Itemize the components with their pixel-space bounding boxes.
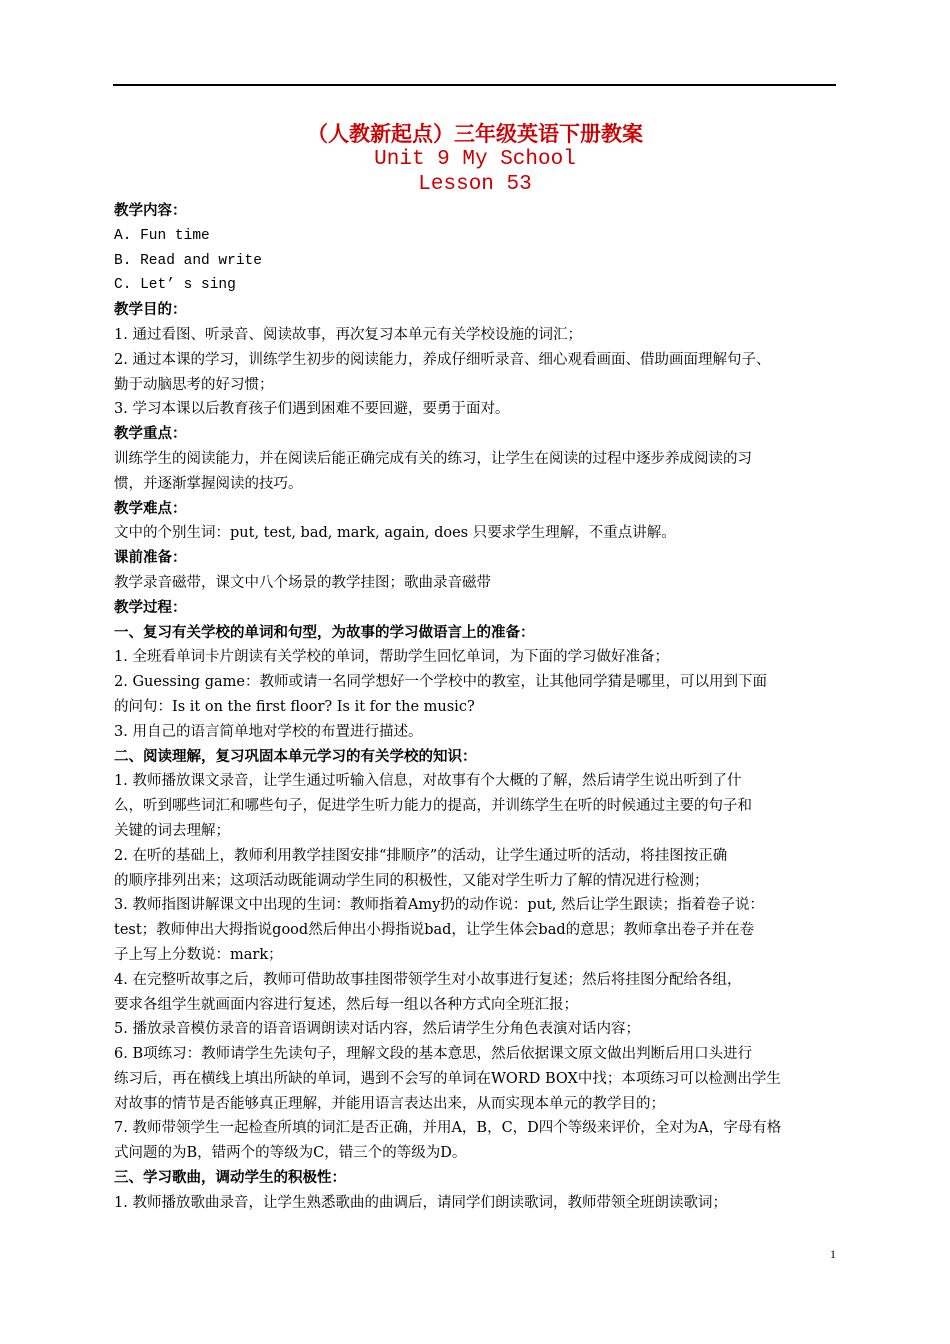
body-line: 教学录音磁带，课文中八个场景的教学挂图；歌曲录音磁带 bbox=[114, 574, 491, 591]
body-line: 对故事的情节是否能够真正理解，并能用语言表达出来，从而实现本单元的教学目的； bbox=[114, 1095, 665, 1112]
section-heading: 教学过程： bbox=[114, 599, 187, 616]
body-line: C. Let’ s sing bbox=[114, 277, 236, 294]
section-heading: 二、阅读理解，复习巩固本单元学习的有关学校的知识： bbox=[114, 748, 477, 765]
title-line-2: Unit 9 My School bbox=[374, 148, 576, 171]
body-line: 5. 播放录音模仿录音的语音语调朗读对话内容，然后请学生分角色表演对话内容； bbox=[114, 1021, 640, 1038]
header-rule bbox=[113, 84, 836, 86]
body-line: 7. 教师带领学生一起检查所填的词汇是否正确，并用A，B，C，D四个等级来评价，全对为A，字母有格 bbox=[114, 1120, 782, 1137]
body-line: test；教师伸出大拇指说good然后伸出小拇指说bad，让学生体会bad的意思；教师拿出卷子并在卷 bbox=[114, 922, 755, 939]
section-heading: 教学难点： bbox=[114, 500, 187, 517]
body-line: 么，听到哪些词汇和哪些句子，促进学生听力能力的提高，并训练学生在听的时候通过主要的句子和 bbox=[114, 798, 752, 815]
body-line: 6. B项练习：教师请学生先读句子，理解文段的基本意思，然后依据课文原文做出判断后用口头进行 bbox=[114, 1046, 753, 1063]
document-body bbox=[114, 199, 842, 1216]
document-title bbox=[0, 122, 950, 197]
body-line: 2. Guessing game：教师或请一名同学想好一个学校中的教室，让其他同学猜是哪里，可以用到下面 bbox=[114, 674, 767, 691]
body-line: 惯，并逐渐掌握阅读的技巧。 bbox=[114, 475, 303, 492]
body-line: 训练学生的阅读能力，并在阅读后能正确完成有关的练习，让学生在阅读的过程中逐步养成阅读的习 bbox=[114, 450, 752, 467]
body-line: 的顺序排列出来；这项活动既能调动学生同的积极性，又能对学生听力了解的情况进行检测； bbox=[114, 872, 709, 889]
body-line: 1. 通过看图、听录音、阅读故事，再次复习本单元有关学校设施的词汇； bbox=[114, 326, 582, 343]
section-heading: 一、复习有关学校的单词和句型，为故事的学习做语言上的准备： bbox=[114, 624, 535, 641]
body-line: 1. 教师播放歌曲录音，让学生熟悉歌曲的曲调后，请同学们朗读歌词，教师带领全班朗读歌词； bbox=[114, 1194, 727, 1211]
body-line: 勤于动脑思考的好习惯； bbox=[114, 376, 274, 393]
section-heading: 三、学习歌曲，调动学生的积极性： bbox=[114, 1170, 346, 1187]
title-line-3: Lesson 53 bbox=[418, 173, 532, 196]
body-line: 要求各组学生就画面内容进行复述，然后每一组以各种方式向全班汇报； bbox=[114, 996, 578, 1013]
section-heading: 教学目的： bbox=[114, 302, 187, 319]
body-line: 练习后，再在横线上填出所缺的单词，遇到不会写的单词在WORD BOX中找；本项练习可以检测出学生 bbox=[114, 1070, 781, 1087]
body-line: 式问题的为B，错两个的等级为C，错三个的等级为D。 bbox=[114, 1145, 467, 1162]
body-line: 子上写上分数说：mark； bbox=[114, 946, 283, 963]
page-number: 1 bbox=[830, 1247, 836, 1261]
body-line: 1. 教师播放课文录音，让学生通过听输入信息，对故事有个大概的了解，然后请学生说出听到了什 bbox=[114, 773, 742, 790]
body-line: 的问句：Is it on the first floor? Is it for the music? bbox=[114, 698, 475, 715]
body-line: 2. 在听的基础上，教师利用教学挂图安排“排顺序”的活动，让学生通过听的活动，将挂图按正确 bbox=[114, 847, 728, 864]
body-line: B. Read and write bbox=[114, 252, 262, 269]
section-heading: 教学重点： bbox=[114, 426, 187, 443]
body-line: A. Fun time bbox=[114, 227, 210, 244]
body-line: 2. 通过本课的学习，训练学生初步的阅读能力，养成仔细听录音、细心观看画面、借助画面理解句子、 bbox=[114, 351, 771, 368]
section-heading: 教学内容： bbox=[114, 203, 187, 219]
body-line: 3. 教师指图讲解课文中出现的生词：教师指着Amy扔的动作说：put, 然后让学生跟读；指着卷子说： bbox=[114, 897, 765, 914]
body-line: 4. 在完整听故事之后，教师可借助故事挂图带领学生对小故事进行复述；然后将挂图分配给各组， bbox=[114, 971, 742, 988]
body-line: 1. 全班看单词卡片朗读有关学校的单词，帮助学生回忆单词，为下面的学习做好准备； bbox=[114, 649, 669, 666]
body-line: 3. 学习本课以后教育孩子们遇到困难不要回避，要勇于面对。 bbox=[114, 401, 510, 418]
body-line: 3. 用自己的语言简单地对学校的布置进行描述。 bbox=[114, 723, 423, 740]
title-line-1: （人教新起点）三年级英语下册教案 bbox=[307, 122, 643, 146]
body-line: 文中的个别生词：put, test, bad, mark, again, does 只要求学生理解，不重点讲解。 bbox=[114, 525, 676, 542]
section-heading: 课前准备： bbox=[114, 550, 187, 567]
body-line: 关键的词去理解； bbox=[114, 822, 230, 839]
